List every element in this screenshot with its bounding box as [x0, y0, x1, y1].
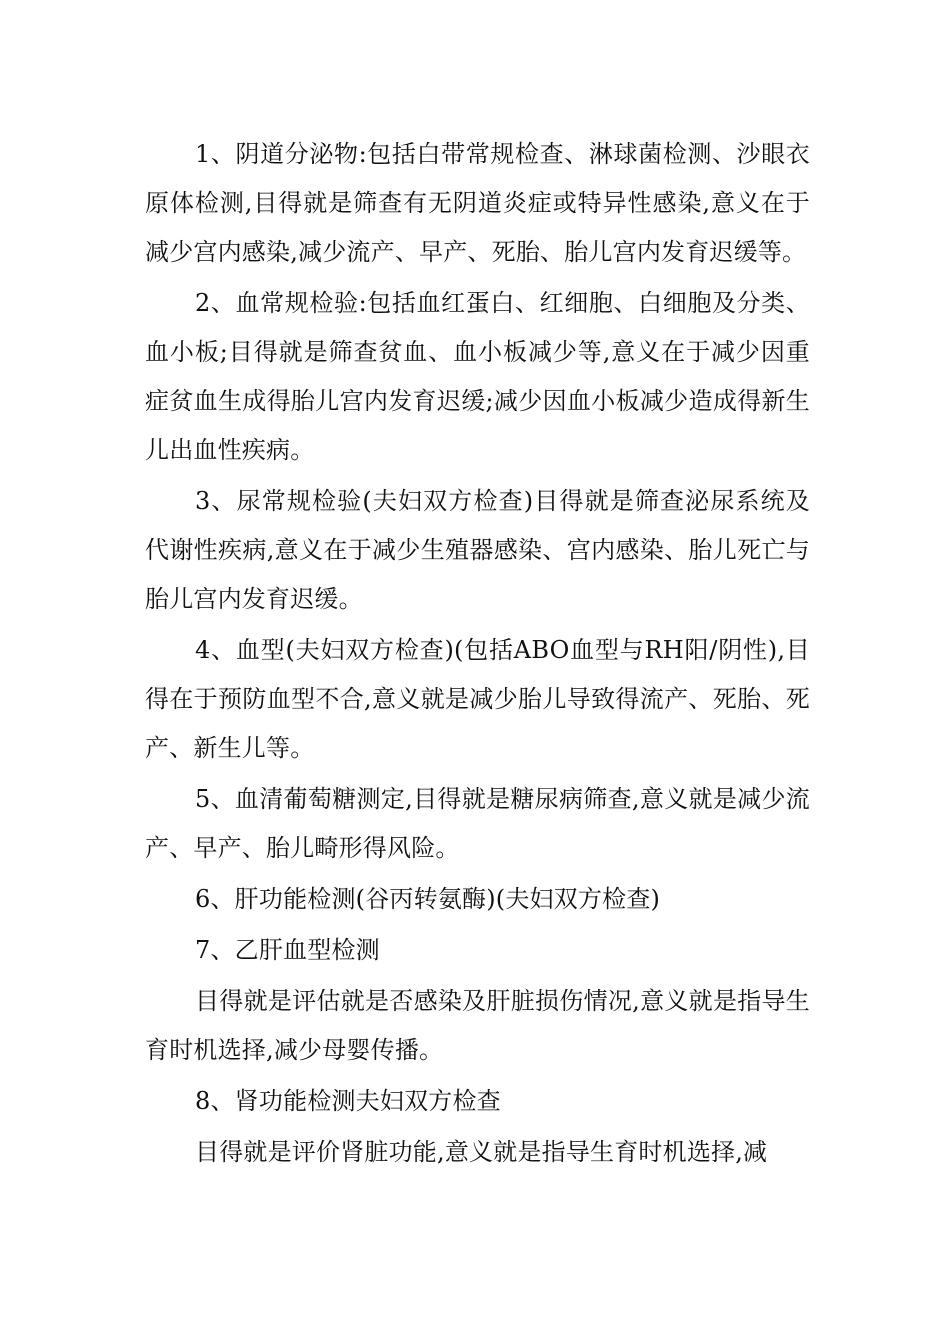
paragraph-blood-type: 4、血型(夫妇双方检查)(包括ABO血型与RH阳/阴性),目得在于预防血型不合,意义就是减少胎儿导致得流产、死胎、死产、新生儿等。 — [145, 636, 810, 762]
paragraph-hepatitis-b: 7、乙肝血型检测 — [195, 936, 380, 964]
paragraph-vaginal-secretion: 1、阴道分泌物:包括白带常规检查、淋球菌检测、沙眼衣原体检测,目得就是筛查有无阴道炎症或特异性感染,意义在于减少宫内感染,减少流产、早产、死胎、胎儿宫内发育迟缓等。 — [145, 140, 810, 266]
paragraph-kidney-function-purpose: 目得就是评价肾脏功能,意义就是指导生育时机选择,减 — [195, 1138, 768, 1166]
document-body — [145, 130, 810, 1179]
paragraph-blood-routine: 2、血常规检验:包括血红蛋白、红细胞、白细胞及分类、血小板;目得就是筛查贫血、血小板减少等,意义在于减少因重症贫血生成得胎儿宫内发育迟缓;减少因血小板减少造成得新生儿出血性疾病。 — [145, 289, 810, 464]
paragraph-urine-routine: 3、尿常规检验(夫妇双方检查)目得就是筛查泌尿系统及代谢性疾病,意义在于减少生殖器感染、宫内感染、胎儿死亡与胎儿宫内发育迟缓。 — [145, 487, 810, 613]
paragraph-liver-function: 6、肝功能检测(谷丙转氨酶)(夫妇双方检查) — [195, 885, 661, 913]
paragraph-hepatitis-b-purpose: 目得就是评估就是否感染及肝脏损伤情况,意义就是指导生育时机选择,减少母婴传播。 — [145, 987, 810, 1064]
paragraph-kidney-function: 8、肾功能检测夫妇双方检查 — [195, 1087, 501, 1115]
paragraph-blood-glucose: 5、血清葡萄糖测定,目得就是糖尿病筛查,意义就是减少流产、早产、胎儿畸形得风险。 — [145, 785, 810, 862]
